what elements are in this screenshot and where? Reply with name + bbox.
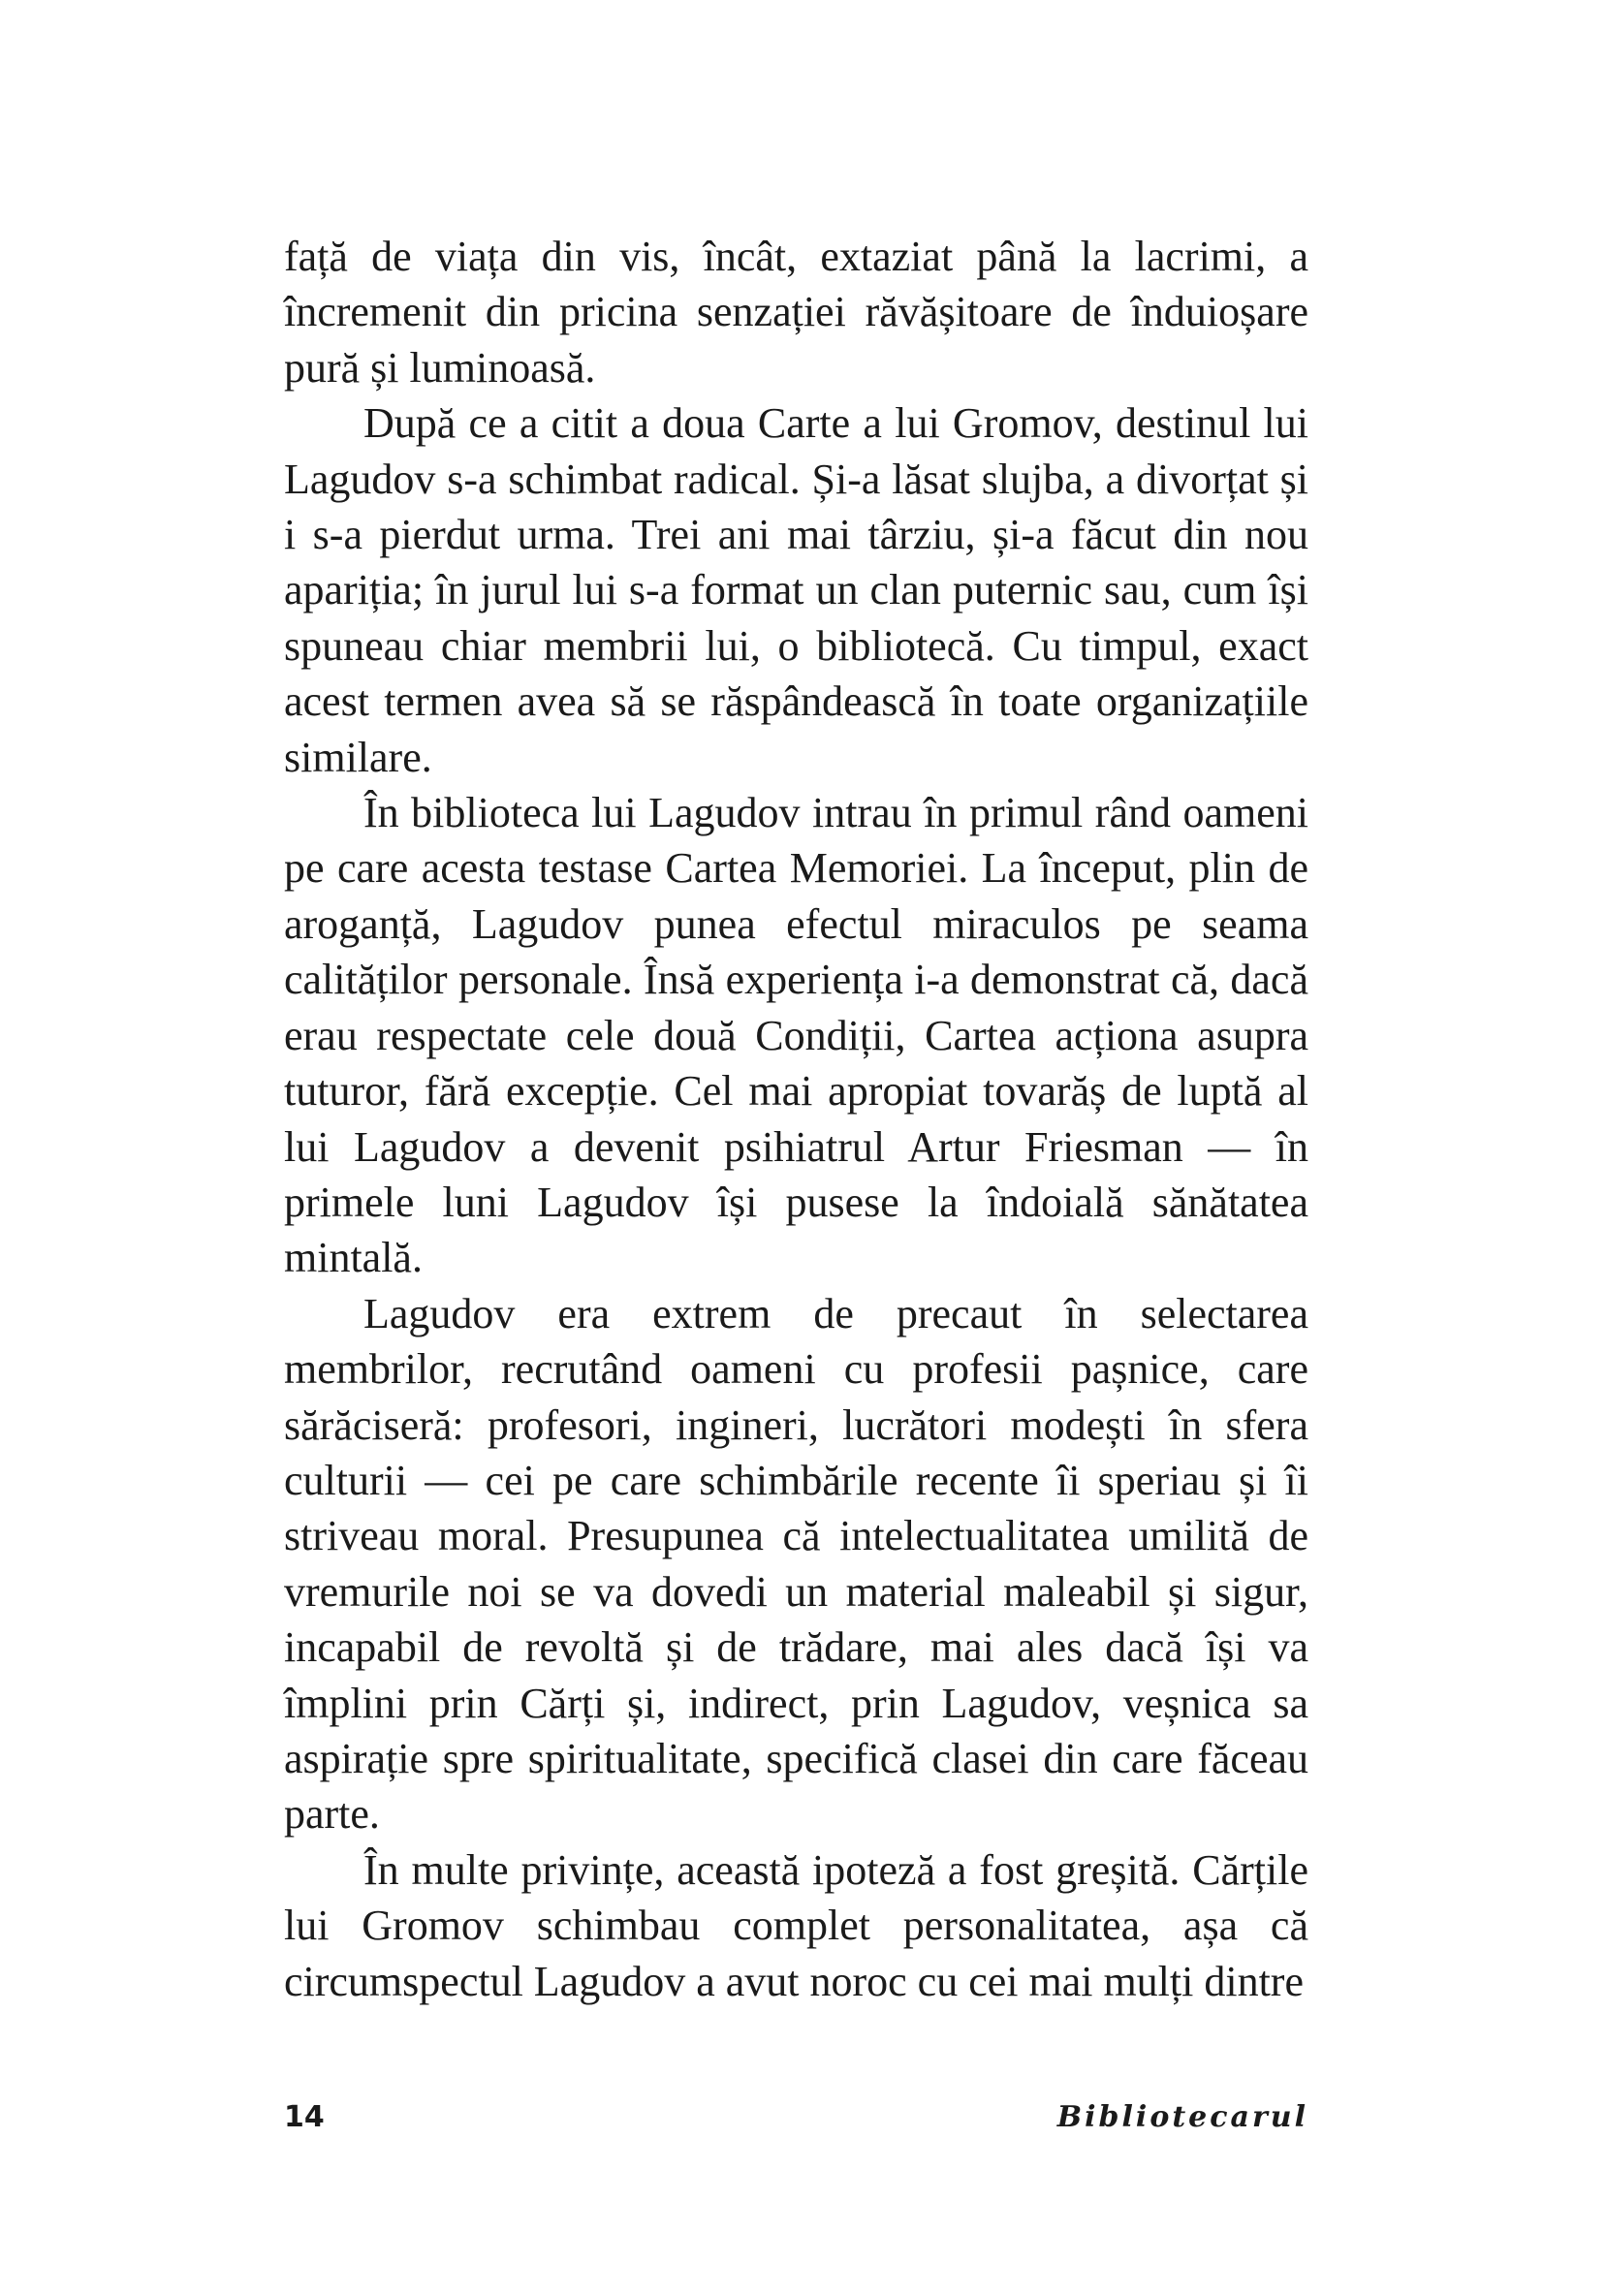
page-number: 14 xyxy=(284,2100,325,2134)
body-text xyxy=(284,229,1308,2009)
running-title: Bibliotecarul xyxy=(1056,2100,1308,2134)
paragraph-5: În multe privințe, această ipoteză a fost greșită. Cărțile lui Gromov schimbau complet personalitatea, așa că circumspectul Lagudov a avut noroc cu cei mai mulți dintre xyxy=(284,1845,1308,2005)
paragraph-4: Lagudov era extrem de precaut în selectarea membrilor, recrutând oameni cu profesii pașnice, care sărăciseră: profesori, ingineri, lucrători modești în sfera culturii — cei pe care schimbările recente îi speriau și îi striveau moral. Presupunea că intelectualitatea umilită de vremurile noi se va dovedi un material maleabil și sigur, incapabil de revoltă și de trădare, mai ales dacă își va împlini prin Cărți și, indirect, prin Lagudov, veșnica sa aspirație spre spiritualitate, specifică clasei din care făceau parte. xyxy=(284,1289,1308,1839)
page-footer xyxy=(284,2098,1308,2147)
paragraph-3: În biblioteca lui Lagudov intrau în primul rând oameni pe care acesta testase Cartea Memoriei. La început, plin de aroganță, Lagudov punea efectul miraculos pe seama calităților personale. Însă experiența i-a demonstrat că, dacă erau respectate cele două Condiții, Cartea acționa asupra tuturor, fără excepție. Cel mai apropiat tovarăș de luptă al lui Lagudov a devenit psihiatrul Artur Friesman — în primele luni Lagudov își pusese la îndoială sănătatea mintală. xyxy=(284,789,1308,1282)
paragraph-2: După ce a citit a doua Carte a lui Gromov, destinul lui Lagudov s-a schimbat radical. Și-a lăsat slujba, a divorțat și i s-a pierdut urma. Trei ani mai târziu, și-a făcut din nou apariția; în jurul lui s-a format un clan puternic sau, cum își spuneau chiar membrii lui, o bibliotecă. Cu timpul, exact acest termen avea să se răspândească în toate organizațiile similare. xyxy=(284,399,1308,781)
paragraph-1: față de viața din vis, încât, extaziat până la lacrimi, a încremenit din pricina senzației răvășitoare de înduioșare pură și luminoasă. xyxy=(284,233,1308,392)
